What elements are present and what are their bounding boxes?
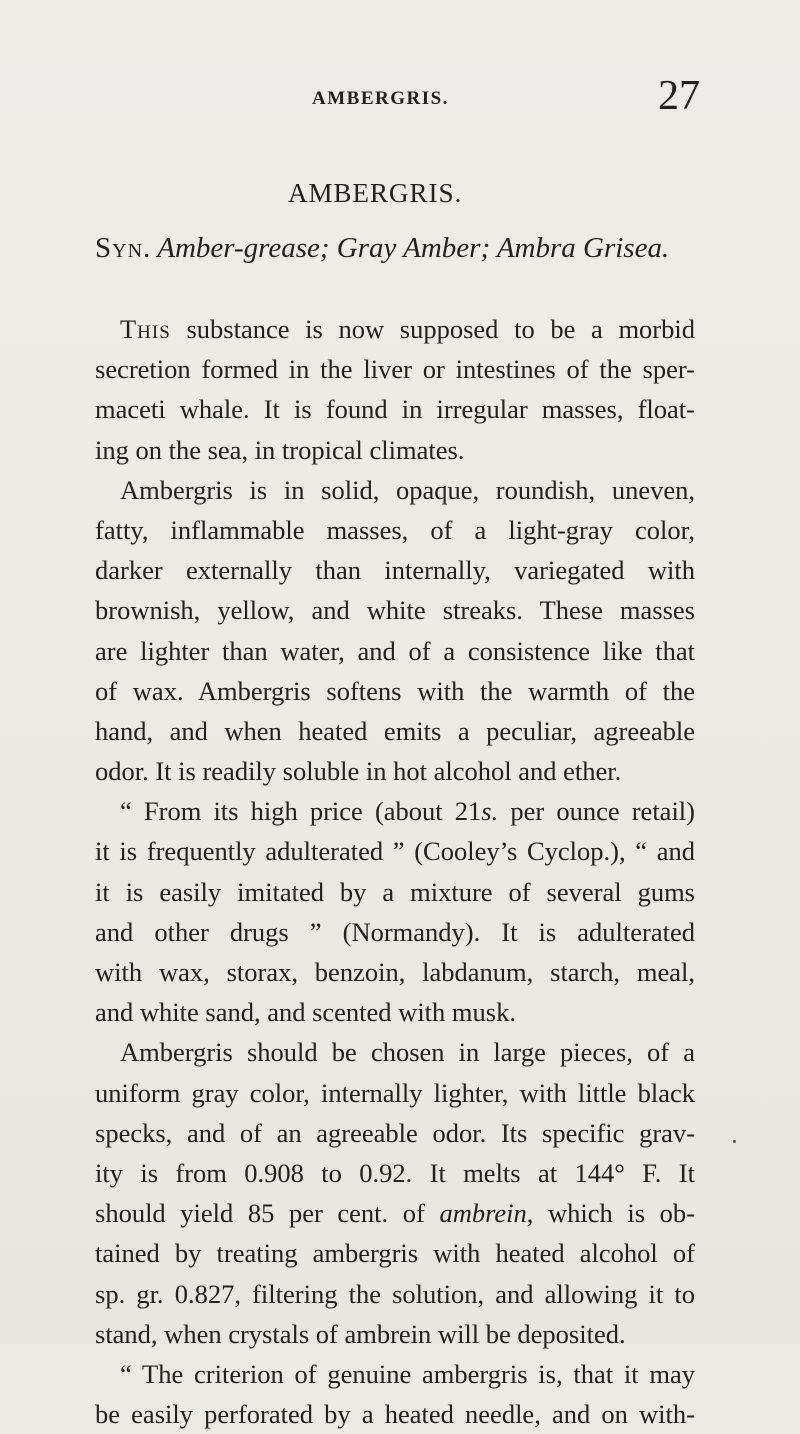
text-line: darker externally than internally, variegated with: [95, 555, 695, 586]
running-head: AMBERGRIS.: [312, 88, 449, 109]
text-line: are lighter than water, and of a consistence like that: [95, 635, 695, 666]
print-speck: [733, 1140, 736, 1143]
text-line: be easily perforated by a heated needle, and on with-: [95, 1399, 695, 1430]
italic-segment: s.: [481, 796, 499, 827]
text-line: [95, 1193, 695, 1233]
text-segment: substance is now supposed to be a morbid: [170, 314, 695, 344]
text-line: fatty, inflammable masses, of a light-gray color,: [95, 514, 695, 545]
body-text: [95, 309, 695, 1434]
text-line: with wax, storax, benzoin, labdanum, starch, meal,: [95, 957, 695, 987]
text-line: stand, when crystals of ambrein will be deposited.: [95, 1318, 626, 1349]
text-line: and other drugs ” (Normandy). It is adulterated: [95, 916, 695, 947]
text-line: “ The criterion of genuine ambergris is, that it may: [120, 1358, 695, 1389]
text-line: brownish, yellow, and white streaks. These masses: [95, 595, 695, 626]
text-line: tained by treating ambergris with heated alcohol of: [95, 1238, 695, 1269]
text-segment: should yield 85 per cent. of: [95, 1198, 440, 1229]
synonyms-terms: Amber-grease; Gray Amber; Ambra Grisea.: [157, 232, 670, 264]
synonyms-line: [95, 232, 669, 265]
text-line: secretion formed in the liver or intestines of the sper-: [95, 354, 695, 385]
text-line: hand, and when heated emits a peculiar, agreeable: [95, 715, 695, 746]
text-line: odor. It is readily soluble in hot alcohol and ether.: [95, 756, 622, 787]
article-title: AMBERGRIS.: [288, 178, 463, 208]
text-line: it is frequently adulterated ” (Cooley’s Cyclop.), “ and: [95, 836, 695, 867]
text-line: it is easily imitated by a mixture of several gums: [95, 876, 695, 907]
text-line: specks, and of an agreeable odor. Its specific grav-: [95, 1117, 695, 1148]
italic-segment: ambrein: [439, 1198, 527, 1229]
synonyms-label: Syn.: [95, 232, 152, 264]
text-line: and white sand, and scented with musk.: [95, 997, 516, 1028]
text-line: uniform gray color, internally lighter, with little black: [95, 1077, 695, 1108]
text-line: Ambergris is in solid, opaque, roundish, uneven,: [120, 474, 695, 505]
text-line: [95, 309, 695, 349]
text-line: of wax. Ambergris softens with the warmth of the: [95, 675, 695, 706]
text-line: Ambergris should be chosen in large pieces, of a: [120, 1037, 695, 1068]
page-number: 27: [658, 73, 700, 119]
text-line: ing on the sea, in tropical climates.: [95, 434, 465, 465]
text-line: [95, 791, 695, 831]
text-segment: , which is ob-: [526, 1198, 695, 1229]
text-segment: per ounce retail): [498, 796, 695, 827]
paragraph-lead-word: This: [120, 314, 171, 344]
text-line: ity is from 0.908 to 0.92. It melts at 144° F. It: [95, 1157, 695, 1188]
text-segment: “ From its high price (about 21: [120, 796, 482, 827]
text-line: maceti whale. It is found in irregular masses, float-: [95, 394, 695, 425]
text-line: sp. gr. 0.827, filtering the solution, and allowing it to: [95, 1278, 695, 1309]
